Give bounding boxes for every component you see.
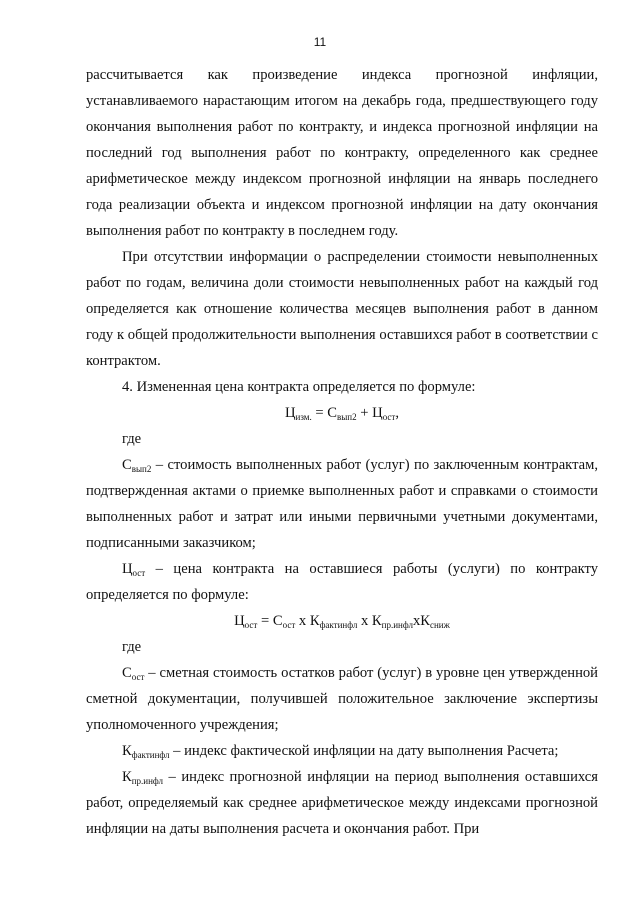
definition-c-vyp2: $С_{вып2}$ – стоимость выполненных работ (услуг) по заключенным контрактам, подтвержденная актами о приемке выполненных работ и справками о стоимости выполненных работ и затрат или иными первичными учетными документами, подписанными заказчиком; xyxy=(86,457,598,551)
page-number: 11 xyxy=(313,35,327,49)
paragraph-formula-intro: 4. Измененная цена контракта определяется по формуле: xyxy=(122,379,476,395)
where-label: где xyxy=(122,431,142,447)
definition-c-ost: $С_{ост}$ – сметная стоимость остатков работ (услуг) в уровне цен утвержденной сметной документации, получившей положительное заключение экспертизы уполномоченного учреждения; xyxy=(86,665,598,733)
formula-remaining-price: $Ц_{ост} = С_{ост}$ х $К_{фактинфл}$ х $К_{пр.инфл}хК_{сниж}$ xyxy=(234,613,450,630)
definition-k-fakt: $К_{фактинфл}$ – индекс фактической инфляции на дату выполнения Расчета; xyxy=(122,743,559,760)
definition-ts-ost: $Ц_{ост}$ – цена контракта на оставшиеся работы (услуги) по контракту определяется по формуле: xyxy=(86,561,598,603)
formula-changed-price: $Ц_{изм.} = С_{вып2} + Ц_{ост}$, xyxy=(284,405,400,422)
paragraph-distribution: При отсутствии информации о распределении стоимости невыполненных работ по годам, величина доли стоимости невыполненных работ на каждый год определяется как отношение количества месяцев выполнения работ в данном году к общей продолжительности выполнения оставшихся работ в соответствии с контрактом. xyxy=(86,249,598,369)
where-label: где xyxy=(122,639,142,655)
paragraph-continued: рассчитывается как произведение индекса прогнозной инфляции, устанавливаемого нарастающим итогом на декабрь года, предшествующего году окончания выполнения работ по контракту, и индекса прогнозной инфляции на последний год выполнения работ по контракту, определенного как среднее арифметическое между индексом прогнозной инфляции на январь последнего года реализации объекта и индексом прогнозной инфляции на дату окончания выполнения работ по контракту в последнем году. xyxy=(86,67,598,239)
document-body xyxy=(86,62,598,842)
definition-k-pr: $К_{пр.инфл}$ – индекс прогнозной инфляции на период выполнения оставшихся работ, определяемый как среднее арифметическое между индексами прогнозной инфляции на даты выполнения расчета и окончания работ. При xyxy=(86,769,598,837)
